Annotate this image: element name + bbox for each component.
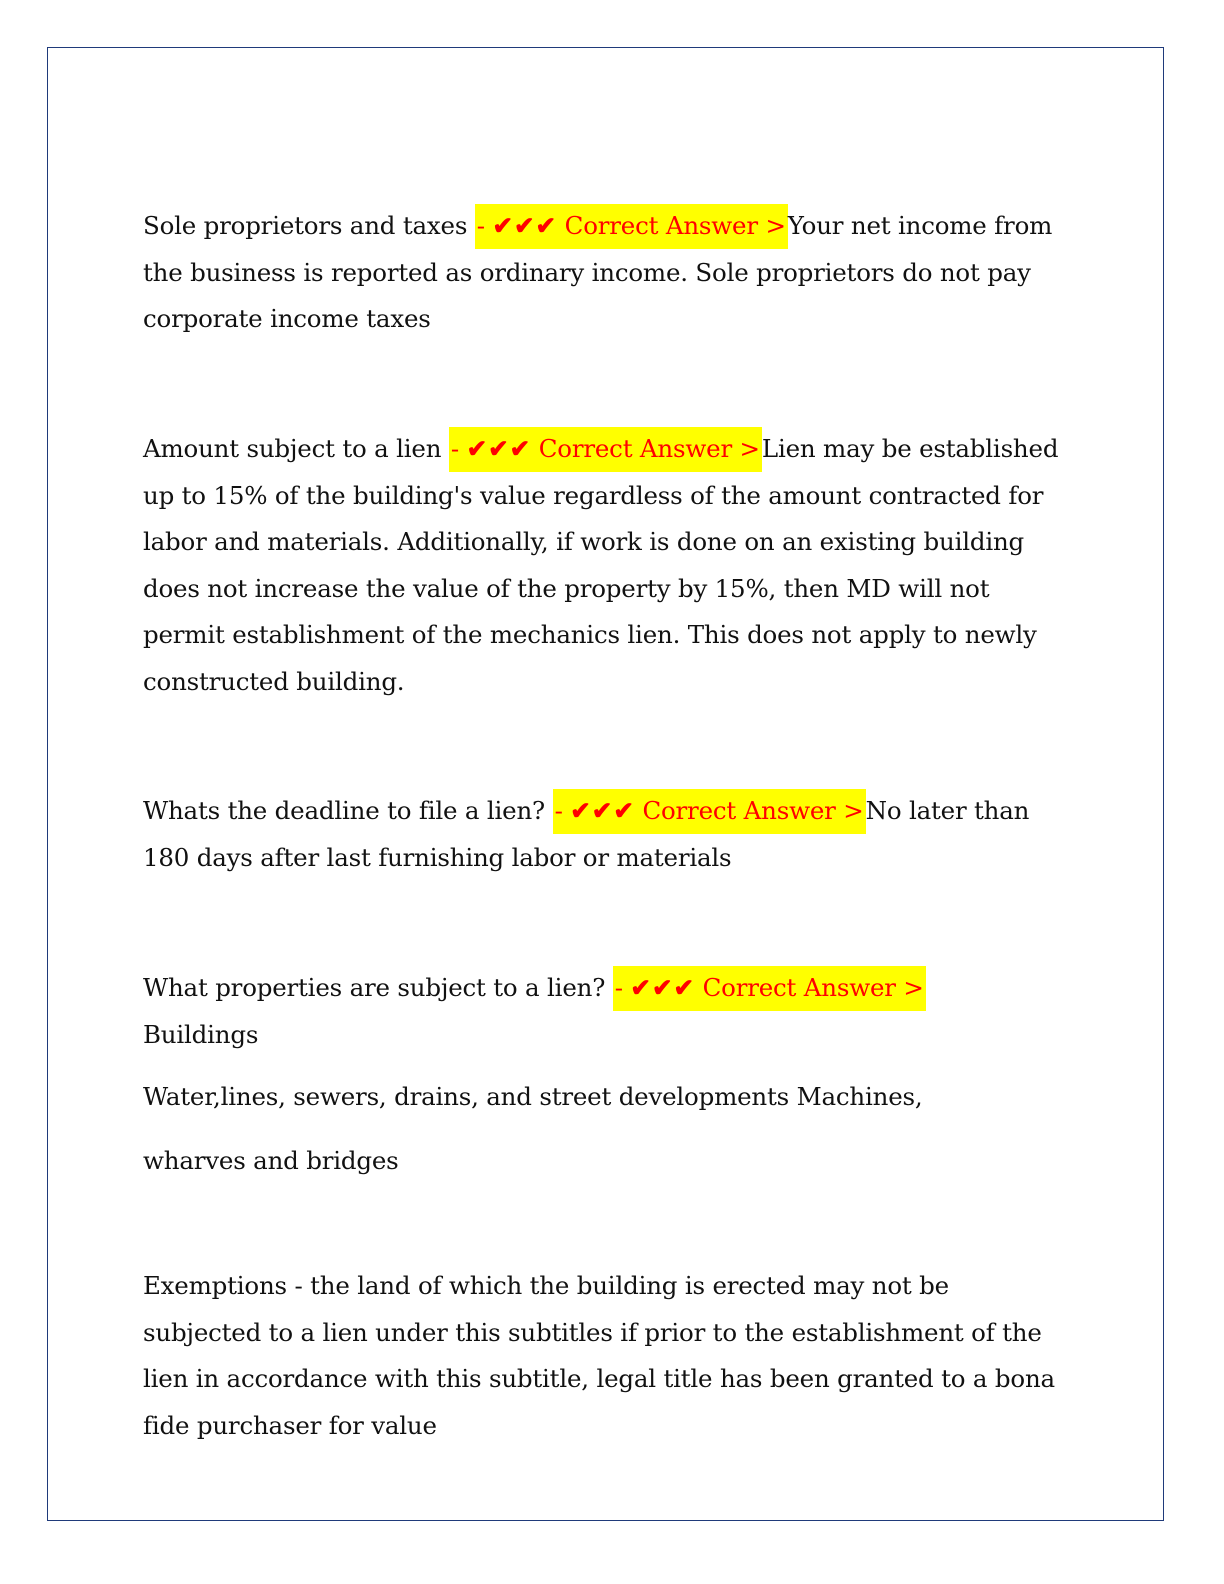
answer-line-buildings: Buildings: [143, 1019, 259, 1049]
marker-dash: -: [554, 796, 563, 825]
marker-dash: -: [450, 434, 459, 463]
answer-line-water: Water,lines, sewers, drains, and street developments Machines,: [143, 1082, 923, 1111]
question-text: Whats the deadline to file a lien?: [143, 796, 545, 825]
correct-answer-marker: [553, 789, 866, 834]
question-text: Sole proprietors and taxes: [143, 211, 468, 240]
qa-item-sole-proprietors: [143, 203, 1073, 343]
correct-answer-label: Correct Answer >: [702, 973, 924, 1002]
checkmark-icon: ✔✔✔: [466, 434, 532, 463]
correct-answer-label: Correct Answer >: [538, 434, 760, 463]
answer-text: Lien may be established up to 15% of the building's value regardless of the amount contracted for labor and materials. Additionally, if work is done on an existing building does not increase the value of the property by 15%, then MD will not permit establishment of the mechanics lien. This does not apply to newly constructed building.: [143, 434, 1059, 696]
qa-item-lien-properties: [143, 965, 1073, 1184]
qa-item-lien-amount: [143, 426, 1073, 705]
question-text: What properties are subject to a lien?: [143, 973, 606, 1002]
question-line: [143, 965, 1073, 1012]
exemptions-paragraph: [143, 1263, 1073, 1449]
answer-line-wharves: wharves and bridges: [143, 1145, 399, 1175]
checkmark-icon: ✔✔✔: [630, 973, 696, 1002]
exemptions-text: Exemptions - the land of which the building is erected may not be subjected to a lien under this subtitles if prior to the establishment of the lien in accordance with this subtitle, legal title has been granted to a bona fide purchaser for value: [143, 1271, 1055, 1440]
correct-answer-marker: [475, 204, 788, 249]
answer-text: Your net income from the business is reported as ordinary income. Sole proprietors do not pay corporate income taxes: [143, 211, 1053, 333]
question-text: Amount subject to a lien: [143, 434, 442, 463]
checkmark-icon: ✔✔✔: [492, 211, 558, 240]
correct-answer-label: Correct Answer >: [642, 796, 864, 825]
marker-dash: -: [614, 973, 623, 1002]
qa-item-lien-deadline: [143, 788, 1073, 881]
marker-dash: -: [476, 211, 485, 240]
checkmark-icon: ✔✔✔: [570, 796, 635, 825]
correct-answer-marker: [449, 427, 762, 472]
answer-text: No later than 180 days after last furnishing labor or materials: [143, 796, 1030, 872]
correct-answer-label: Correct Answer >: [564, 211, 786, 240]
correct-answer-marker: [613, 966, 926, 1011]
